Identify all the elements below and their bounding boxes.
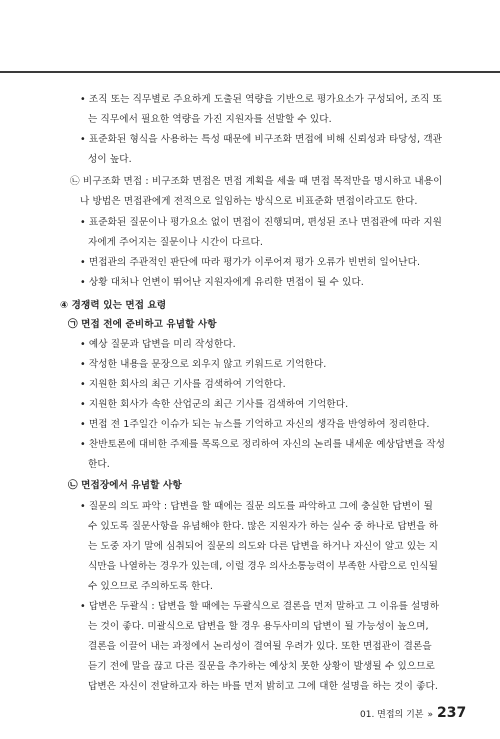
text-line: 답변은 자신이 전달하고자 하는 바를 먼저 밝히고 그에 대한 설명을 하는 것이 좋다.	[88, 681, 439, 692]
text-line: • 질문의 의도 파악 : 답변을 할 때에는 질문 의도를 파악하고 그에 충실한 답변이 될	[80, 501, 433, 512]
page-number: 237	[437, 705, 467, 721]
text-line: • 조직 또는 직무별로 주요하게 도출된 역량을 기반으로 평가요소가 구성되어, 조직 또	[80, 94, 443, 105]
text-line: ㉡ 비구조화 면접 : 비구조화 면접은 면접 계획을 세울 때 면접 목적만을 명시하고 내용이	[70, 176, 443, 187]
text-line: 듣기 전에 말을 끊고 다른 질문을 추가하는 예상치 못한 상황이 발생될 수 있으므로	[88, 661, 435, 672]
text-line: 수 있도록 질문사항을 유념해야 한다. 많은 지원자가 하는 실수 중 하나로 답변을 하	[88, 521, 439, 532]
text-line: 나 방법은 면접관에게 전적으로 일임하는 방식으로 비표준화 면접이라고도 한다.	[80, 196, 418, 207]
text-line: 식만을 나열하는 경우가 있는데, 이럴 경우 의사소통능력이 부족한 사람으로 인식될	[88, 561, 438, 572]
chapter-label: 01. 면접의 기본	[360, 710, 424, 720]
subsection-heading: ㉡ 면접장에서 유념할 사항	[68, 480, 182, 491]
text-line: 성이 높다.	[88, 154, 132, 165]
text-line: 수 있으므로 주의하도록 한다.	[88, 581, 214, 592]
text-line: • 답변은 두괄식 : 답변을 할 때에는 두괄식으로 결론을 먼저 말하고 그 이유를 설명하	[80, 601, 440, 612]
text-line: • 예상 질문과 답변을 미리 작성한다.	[80, 339, 236, 350]
text-line: 는 것이 좋다. 미괄식으로 답변을 할 경우 용두사미의 답변이 될 가능성이 높으며,	[88, 621, 429, 632]
text-line: • 찬반토론에 대비한 주제를 목록으로 정리하여 자신의 논리를 내세운 예상답변을 작성	[80, 439, 446, 450]
subsection-heading: ㉠ 면접 전에 준비하고 유념할 사항	[68, 319, 217, 330]
text-line: • 면접 전 1주일간 이슈가 되는 뉴스를 기억하고 자신의 생각을 반영하여 정리한다.	[80, 419, 430, 430]
page-footer	[360, 705, 466, 721]
text-line: 는 직무에서 필요한 역량을 가진 지원자를 선발할 수 있다.	[88, 114, 332, 125]
text-line: • 지원한 회사의 최근 기사를 검색하여 기억한다.	[80, 379, 286, 390]
section-heading: ④ 경쟁력 있는 면접 요령	[60, 300, 167, 311]
text-line: 는 도중 자기 말에 심취되어 질문의 의도와 다른 답변을 하거나 자신이 알고 있는 지	[88, 541, 439, 552]
text-line: • 지원한 회사가 속한 산업군의 최근 기사를 검색하여 기억한다.	[80, 399, 349, 410]
chevron-right-icon: »	[427, 710, 434, 720]
text-line: • 상황 대처나 언변이 뛰어난 지원자에게 유리한 면접이 될 수 있다.	[80, 277, 364, 288]
text-line: 자에게 주어지는 질문이나 시간이 다르다.	[88, 237, 263, 248]
text-line: • 작성한 내용을 문장으로 외우지 않고 키워드로 기억한다.	[80, 359, 327, 370]
text-line: 결론을 이끌어 내는 과정에서 논리성이 결여될 우려가 있다. 또한 면접관이 결론을	[88, 641, 432, 652]
text-line: • 표준화된 형식을 사용하는 특성 때문에 비구조화 면접에 비해 신뢰성과 타당성, 객관	[80, 134, 443, 145]
text-line: • 면접관의 주관적인 판단에 따라 평가가 이루어져 평가 오류가 빈번히 일어난다.	[80, 257, 421, 268]
text-line: 한다.	[88, 459, 110, 470]
text-line: • 표준화된 질문이나 평가요소 없이 면접이 진행되며, 편성된 조나 면접관에 따라 지원	[80, 217, 443, 228]
top-rule	[0, 71, 500, 73]
